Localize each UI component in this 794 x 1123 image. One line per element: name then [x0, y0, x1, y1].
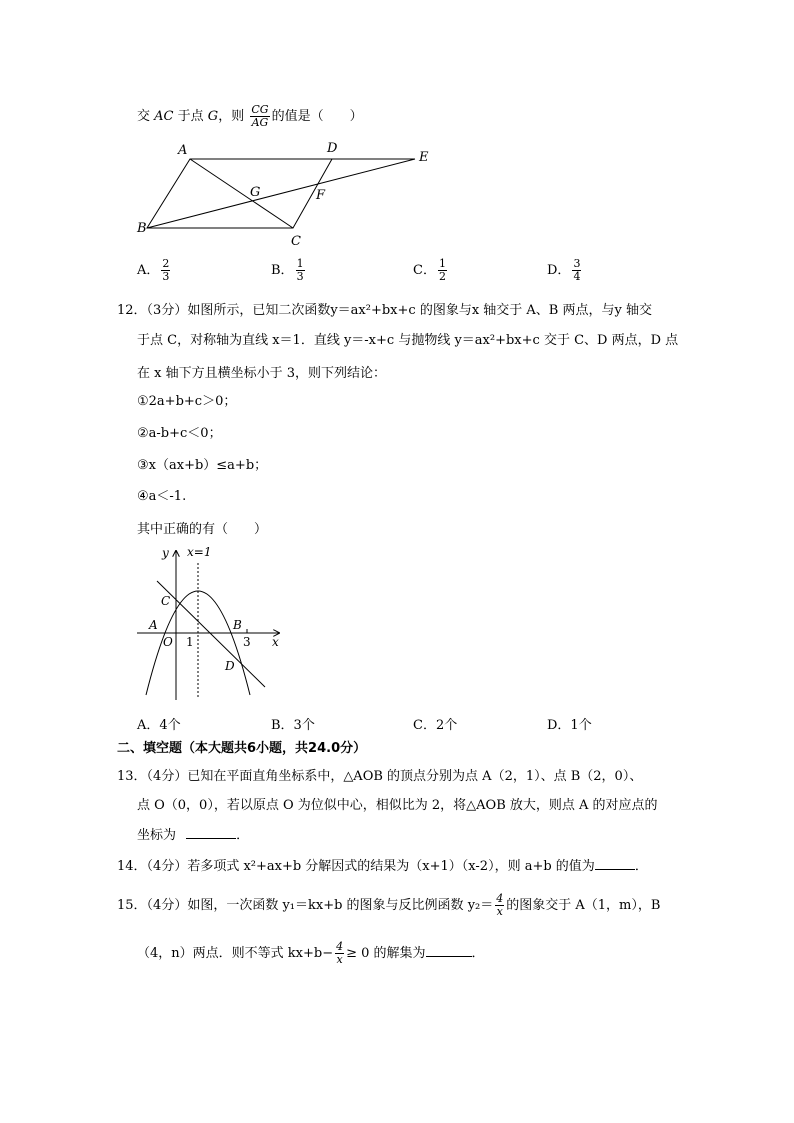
q12-option-d[interactable]: D．1个	[547, 718, 592, 733]
q12-option-c[interactable]: C．2个	[413, 718, 458, 733]
q14-answer-blank[interactable]	[595, 855, 635, 870]
q15-answer-blank[interactable]	[426, 942, 472, 957]
line-be	[147, 159, 415, 228]
parallelogram-abcd	[147, 159, 332, 228]
point-a-label: A	[149, 618, 158, 632]
q12-stem-line2: 于点 C，对称轴为直线 x＝1．直线 y＝-x+c 与抛物线 y＝ax²+bx+c 交于 C、D 两点，D 点	[137, 333, 679, 348]
q13-line1: 13．（4分）已知在平面直角坐标系中，△AOB 的顶点分别为点 A（2，1）、点 B（2，0）、	[117, 769, 643, 784]
q11-option-b[interactable]: B． $\frac{1}{3}$	[271, 257, 304, 283]
q12-conclusion-3: ③x（ax+b）≤a+b；	[137, 458, 268, 473]
q12-conclusion-2: ②a-b+c＜0；	[137, 426, 222, 441]
q12-stem-line3: 在 x 轴下方且横坐标小于 3，则下列结论：	[137, 366, 386, 381]
q12-parabola-graph	[135, 545, 285, 705]
q11-option-a[interactable]: A． $\frac{2}{3}$	[137, 257, 170, 283]
q12-option-a[interactable]: A．4个	[137, 718, 181, 733]
q11-stem: 交 AC 于点 G，则 $\frac{CG}{AG}$ 的值是（ ）	[137, 103, 363, 129]
q13-line3: 坐标为 ．	[137, 824, 249, 846]
x-axis-label: x	[272, 635, 279, 649]
q13-answer-blank[interactable]	[186, 824, 236, 839]
q11-option-d[interactable]: D． $\frac{3}{4}$	[547, 257, 581, 283]
y-axis-label: y	[162, 546, 169, 560]
q15-line1: 15．（4分）如图，一次函数 y₁＝kx+b 的图象与反比例函数 y₂＝ $\frac{4}{x}$ 的图象交于 A（1，m），B	[117, 892, 661, 918]
q11-option-c[interactable]: C． $\frac{1}{2}$	[413, 257, 446, 283]
point-d-label: D	[225, 659, 235, 673]
q15-fraction-1: $\frac{4}{x}$	[496, 892, 504, 918]
q11-ratio-fraction: $\frac{CG}{AG}$	[251, 103, 269, 129]
symmetry-label: x=1	[187, 545, 212, 559]
q15-fraction-2: $\frac{4}{x}$	[336, 940, 344, 966]
q13-line2: 点 O（0，0），若以原点 O 为位似中心，相似比为 2，将△AOB 放大，则点 A 的对应点的	[137, 798, 658, 813]
label-b: B	[137, 221, 147, 236]
q12-stem-line1: 12．（3分）如图所示，已知二次函数y＝ax²+bx+c 的图象与x 轴交于 A、B 两点，与y 轴交	[117, 303, 652, 318]
q14-line: 14．（4分）若多项式 x²+ax+b 分解因式的结果为（x+1）（x-2），则 a+b 的值为 ．	[117, 855, 648, 877]
tick-3-label: 3	[243, 635, 251, 649]
label-e: E	[419, 150, 429, 165]
point-c-label: C	[161, 594, 171, 608]
origin-label: O	[163, 635, 173, 649]
q12-conclusion-4: ④a＜-1.	[137, 489, 187, 504]
point-b-label: B	[233, 618, 242, 632]
q15-line2: （4，n）两点．则不等式 kx+b− $\frac{4}{x}$ ≥ 0 的解集为 ．	[137, 940, 485, 966]
q11-parallelogram-figure	[135, 138, 435, 250]
label-d: D	[327, 141, 338, 156]
q12-conclusion-1: ①2a+b+c＞0；	[137, 394, 237, 409]
label-g: G	[250, 185, 261, 200]
label-f: F	[316, 188, 326, 203]
diagonal-ac	[190, 159, 293, 228]
q12-option-b[interactable]: B．3个	[271, 718, 315, 733]
tick-1-label: 1	[186, 635, 194, 649]
label-a: A	[178, 143, 188, 158]
label-c: C	[291, 234, 301, 249]
q12-question: 其中正确的有（ ）	[137, 522, 268, 537]
section-2-heading: 二、填空题（本大题共6小题，共24.0分）	[117, 741, 367, 756]
